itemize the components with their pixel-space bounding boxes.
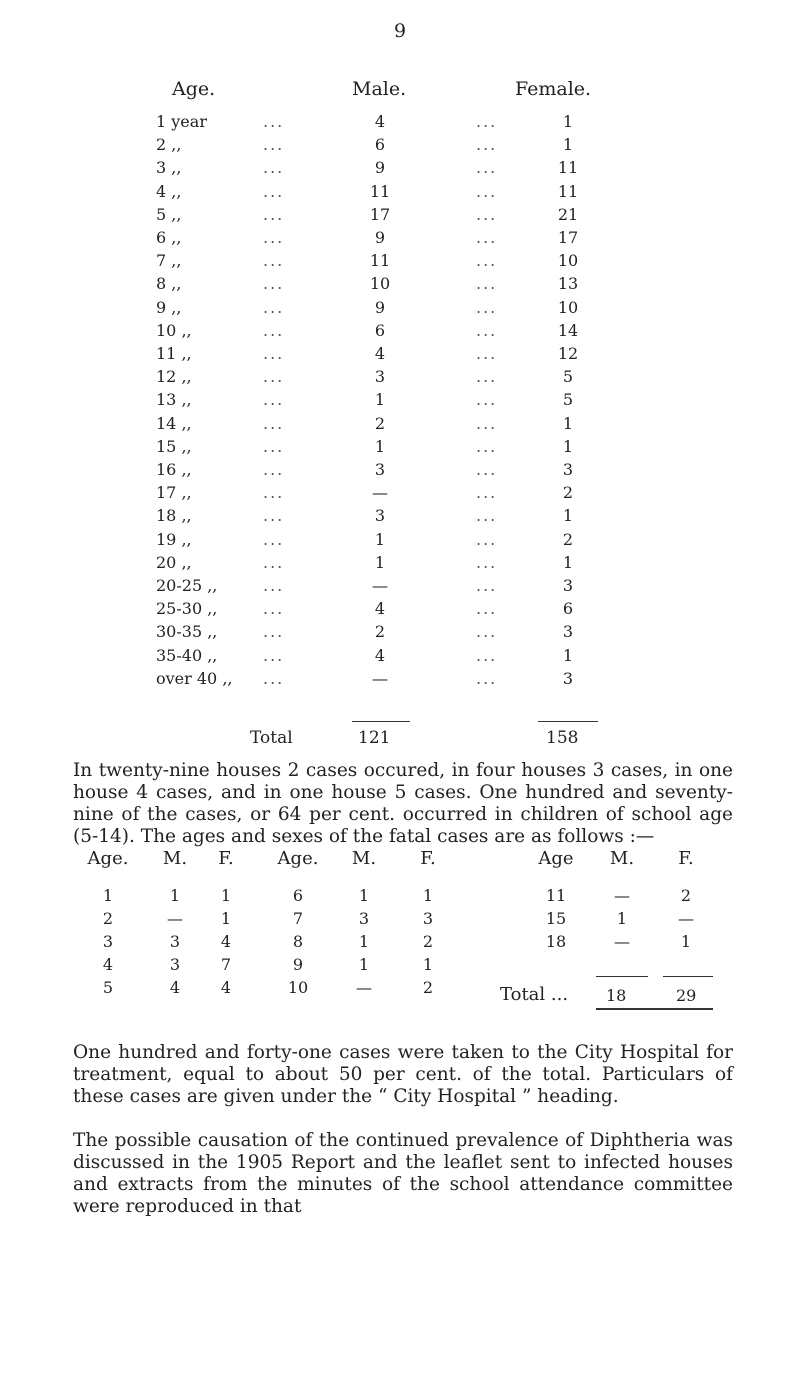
male-cell: 4 <box>374 112 386 131</box>
leader-dots: ... <box>263 552 285 572</box>
leader-dots: ... <box>476 506 498 526</box>
age-cell: 3 ,, <box>156 158 182 178</box>
table-row <box>0 274 800 300</box>
female-cell: 17 <box>557 228 579 247</box>
table-row <box>0 646 800 672</box>
female-cell: 13 <box>557 274 579 294</box>
female-cell: 11 <box>557 181 579 201</box>
total-female: 158 <box>546 728 579 748</box>
age-cell: 16 ,, <box>156 460 192 479</box>
age-cell: 9 ,, <box>156 297 182 317</box>
leader-dots: ... <box>263 529 285 549</box>
fatal-header: M. <box>162 848 188 869</box>
female-cell: 1 <box>562 436 574 456</box>
leader-dots: ... <box>263 320 285 340</box>
leader-dots: ... <box>263 483 285 503</box>
fatal-cell: 1 <box>220 886 232 905</box>
fatal-cell: 10 <box>287 978 309 997</box>
male-cell: — <box>372 483 388 503</box>
age-cell: 17 ,, <box>156 483 192 503</box>
fatal-cell: 4 <box>169 978 181 997</box>
male-cell: 17 <box>369 204 391 224</box>
leader-dots: ... <box>263 367 285 387</box>
leader-dots: ... <box>263 274 285 294</box>
total-male: 121 <box>358 728 391 748</box>
table-row <box>0 182 800 208</box>
fatal-cell: 5 <box>102 978 114 997</box>
table-row <box>0 599 800 625</box>
fatal-total-m: 18 <box>606 986 627 1005</box>
table-row <box>0 158 800 184</box>
leader-dots: ... <box>263 204 285 224</box>
fatal-cell: 1 <box>169 886 181 905</box>
leader-dots: ... <box>263 390 285 410</box>
age-cell: 15 ,, <box>156 436 192 456</box>
female-cell: 1 <box>562 413 574 433</box>
leader-dots: ... <box>476 204 498 224</box>
male-cell: 4 <box>374 599 386 619</box>
fatal-cell: 1 <box>616 909 628 928</box>
table-row <box>0 437 800 463</box>
table-row <box>0 367 800 393</box>
male-cell: 3 <box>374 367 386 387</box>
fatal-cell: 1 <box>358 932 370 951</box>
fatal-total-rule-m <box>596 976 648 977</box>
leader-dots: ... <box>476 158 498 178</box>
leader-dots: ... <box>263 344 285 363</box>
male-cell: — <box>372 668 388 688</box>
fatal-cell: 3 <box>169 955 181 974</box>
male-cell: 11 <box>369 251 391 271</box>
table-row <box>0 460 800 486</box>
fatal-cell: 3 <box>358 909 370 928</box>
age-cell: 11 ,, <box>156 344 192 363</box>
age-cell: 20-25 ,, <box>156 576 218 595</box>
table-row <box>0 205 800 231</box>
table-row <box>0 390 800 416</box>
male-cell: 1 <box>374 436 386 456</box>
age-cell: over 40 ,, <box>156 668 233 688</box>
male-cell: 6 <box>374 135 386 155</box>
fatal-cell: 1 <box>422 955 434 974</box>
female-cell: 1 <box>562 135 574 155</box>
male-cell: 9 <box>374 297 386 317</box>
fatal-cell: 3 <box>169 932 181 951</box>
fatal-cell: 7 <box>220 955 232 974</box>
female-cell: 2 <box>562 483 574 503</box>
leader-dots: ... <box>476 135 498 155</box>
female-cell: 6 <box>562 599 574 619</box>
fatal-cell: 3 <box>422 909 434 928</box>
header-male: Male. <box>352 78 407 100</box>
fatal-cell: 18 <box>545 932 567 951</box>
male-cell: 2 <box>374 413 386 433</box>
fatal-cell: 1 <box>358 886 370 905</box>
fatal-total-underline <box>596 1008 713 1010</box>
male-cell: 4 <box>374 645 386 665</box>
leader-dots: ... <box>263 436 285 456</box>
male-cell: 1 <box>374 552 386 572</box>
fatal-header: F. <box>420 848 436 869</box>
leader-dots: ... <box>263 622 285 642</box>
leader-dots: ... <box>476 367 498 387</box>
leader-dots: ... <box>263 599 285 619</box>
age-cell: 2 ,, <box>156 135 182 155</box>
fatal-total-label: Total ... <box>500 984 569 1005</box>
table-row <box>0 483 800 509</box>
fatal-cell: 2 <box>102 909 114 928</box>
leader-dots: ... <box>476 599 498 619</box>
age-cell: 18 ,, <box>156 506 192 526</box>
female-cell: 5 <box>562 367 574 387</box>
leader-dots: ... <box>476 552 498 572</box>
fatal-cell: 15 <box>545 909 567 928</box>
fatal-cell: 11 <box>545 886 567 905</box>
fatal-cell: — <box>614 932 630 951</box>
fatal-cell: — <box>678 909 694 928</box>
leader-dots: ... <box>476 112 498 131</box>
male-total-rule <box>352 721 410 722</box>
header-female: Female. <box>515 78 592 100</box>
fatal-total-f: 29 <box>676 986 697 1005</box>
leader-dots: ... <box>263 460 285 479</box>
leader-dots: ... <box>476 576 498 595</box>
age-cell: 25-30 ,, <box>156 599 218 619</box>
male-cell: 9 <box>374 228 386 247</box>
leader-dots: ... <box>476 274 498 294</box>
fatal-cell: 4 <box>220 932 232 951</box>
leader-dots: ... <box>476 483 498 503</box>
leader-dots: ... <box>476 529 498 549</box>
female-cell: 3 <box>562 460 574 479</box>
female-cell: 5 <box>562 390 574 410</box>
fatal-cell: 2 <box>680 886 692 905</box>
age-cell: 30-35 ,, <box>156 622 218 642</box>
fatal-header: Age <box>538 848 574 869</box>
female-cell: 3 <box>562 622 574 642</box>
fatal-cell: 4 <box>102 955 114 974</box>
leader-dots: ... <box>476 436 498 456</box>
fatal-cell: 1 <box>358 955 370 974</box>
female-cell: 1 <box>562 506 574 526</box>
female-cell: 10 <box>557 251 579 271</box>
header-age: Age. <box>172 78 216 100</box>
table-row <box>0 298 800 324</box>
leader-dots: ... <box>476 622 498 642</box>
leader-dots: ... <box>476 320 498 340</box>
leader-dots: ... <box>263 228 285 247</box>
fatal-header: Age. <box>87 848 129 869</box>
leader-dots: ... <box>476 460 498 479</box>
table-row <box>0 530 800 556</box>
fatal-header: F. <box>678 848 694 869</box>
fatal-cell: 1 <box>220 909 232 928</box>
male-cell: 4 <box>374 344 386 363</box>
leader-dots: ... <box>476 181 498 201</box>
leader-dots: ... <box>263 135 285 155</box>
fatal-header: Age. <box>277 848 319 869</box>
age-cell: 5 ,, <box>156 204 182 224</box>
male-cell: 3 <box>374 506 386 526</box>
leader-dots: ... <box>263 576 285 595</box>
leader-dots: ... <box>476 390 498 410</box>
age-cell: 7 ,, <box>156 251 182 271</box>
fatal-cell: 9 <box>292 955 304 974</box>
fatal-cell: 3 <box>102 932 114 951</box>
age-cell: 10 ,, <box>156 320 192 340</box>
age-cell: 1 year <box>156 112 207 131</box>
female-cell: 12 <box>557 344 579 363</box>
age-cell: 20 ,, <box>156 552 192 572</box>
male-cell: 1 <box>374 529 386 549</box>
female-cell: 3 <box>562 668 574 688</box>
paragraph-city-hospital: One hundred and forty-one cases were taken to the City Hospital for treatment, equal to about 50 per cent. of the total. Particulars of these cases are given under the “ City Hospital ” heading. <box>73 1042 733 1107</box>
female-cell: 14 <box>557 320 579 340</box>
male-cell: 9 <box>374 158 386 178</box>
table-row <box>0 506 800 532</box>
fatal-header: F. <box>218 848 234 869</box>
leader-dots: ... <box>476 344 498 363</box>
table-row <box>0 414 800 440</box>
fatal-cell: 7 <box>292 909 304 928</box>
fatal-total-rule-f <box>663 976 713 977</box>
leader-dots: ... <box>476 297 498 317</box>
paragraph-causation: The possible causation of the continued prevalence of Diphtheria was discussed in the 1905 Report and the leaflet sent to infected houses and extracts from the minutes of the school attendance committee were reproduced in that <box>73 1130 733 1217</box>
leader-dots: ... <box>263 645 285 665</box>
leader-dots: ... <box>476 228 498 247</box>
fatal-cell: — <box>356 978 372 997</box>
female-cell: 10 <box>557 297 579 317</box>
age-cell: 19 ,, <box>156 529 192 549</box>
leader-dots: ... <box>476 668 498 688</box>
leader-dots: ... <box>263 251 285 271</box>
female-cell: 3 <box>562 576 574 595</box>
age-cell: 12 ,, <box>156 367 192 387</box>
table-row <box>0 576 800 602</box>
age-cell: 35-40 ,, <box>156 645 218 665</box>
female-cell: 2 <box>562 529 574 549</box>
fatal-cell: 6 <box>292 886 304 905</box>
leader-dots: ... <box>263 668 285 688</box>
leader-dots: ... <box>476 251 498 271</box>
male-cell: — <box>372 576 388 595</box>
female-cell: 21 <box>557 204 579 224</box>
fatal-cell: 2 <box>422 978 434 997</box>
male-cell: 6 <box>374 320 386 340</box>
fatal-cell: — <box>167 909 183 928</box>
fatal-cases-table <box>0 848 800 1028</box>
female-cell: 1 <box>562 112 574 131</box>
fatal-header: M. <box>351 848 377 869</box>
table-row <box>0 251 800 277</box>
male-cell: 1 <box>374 390 386 410</box>
age-cell: 4 ,, <box>156 181 182 201</box>
fatal-header: M. <box>609 848 635 869</box>
age-cell: 13 ,, <box>156 390 192 410</box>
table-row <box>0 344 800 370</box>
age-cell: 8 ,, <box>156 274 182 294</box>
table-row <box>0 553 800 579</box>
table-row <box>0 321 800 347</box>
leader-dots: ... <box>263 297 285 317</box>
leader-dots: ... <box>263 112 285 131</box>
female-cell: 11 <box>557 158 579 178</box>
total-label: Total <box>250 728 293 748</box>
table-row <box>0 669 800 695</box>
male-cell: 3 <box>374 460 386 479</box>
leader-dots: ... <box>476 413 498 433</box>
fatal-cell: 4 <box>220 978 232 997</box>
fatal-cell: 1 <box>422 886 434 905</box>
male-cell: 10 <box>369 274 391 294</box>
male-cell: 2 <box>374 622 386 642</box>
paragraph-house-distribution: In twenty-nine houses 2 cases occured, in four houses 3 cases, in one house 4 cases, and in one house 5 cases. One hundred and seventy-nine of the cases, or 64 per cent. occurred in children of school age (5-14). The ages and sexes of the fatal cases are as follows :— <box>73 760 733 847</box>
age-cell: 14 ,, <box>156 413 192 433</box>
leader-dots: ... <box>263 506 285 526</box>
male-cell: 11 <box>369 181 391 201</box>
table-row <box>0 135 800 161</box>
fatal-cell: 1 <box>680 932 692 951</box>
leader-dots: ... <box>263 413 285 433</box>
leader-dots: ... <box>476 645 498 665</box>
female-cell: 1 <box>562 552 574 572</box>
fatal-cell: — <box>614 886 630 905</box>
fatal-cell: 2 <box>422 932 434 951</box>
page-number: 9 <box>393 20 407 42</box>
female-cell: 1 <box>562 645 574 665</box>
female-total-rule <box>538 721 598 722</box>
leader-dots: ... <box>263 158 285 178</box>
leader-dots: ... <box>263 181 285 201</box>
age-cell: 6 ,, <box>156 228 182 247</box>
fatal-cell: 8 <box>292 932 304 951</box>
table-row <box>0 112 800 138</box>
table-row <box>0 228 800 254</box>
fatal-cell: 1 <box>102 886 114 905</box>
table-row <box>0 622 800 648</box>
